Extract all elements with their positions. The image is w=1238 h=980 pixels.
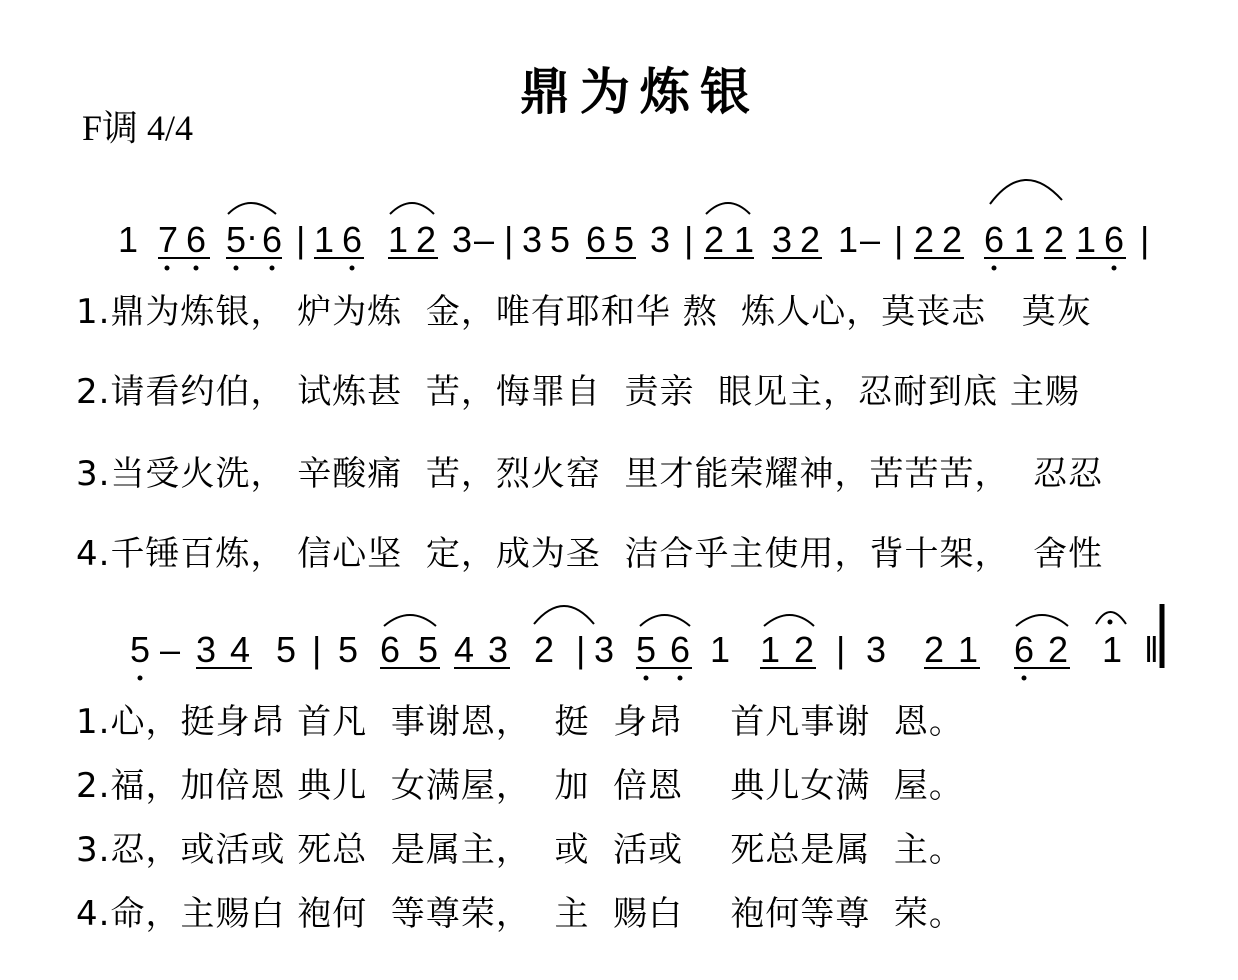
barline: |	[684, 219, 694, 260]
note: 1	[1014, 219, 1035, 260]
octave-dot	[1108, 620, 1113, 625]
note: 6	[1014, 629, 1035, 670]
octave-dot	[678, 676, 683, 681]
note: 1	[760, 629, 781, 670]
slur	[1016, 615, 1068, 626]
verse-4-line-1: 4.千锤百炼， 信心坚 定，成为圣 洁合乎主使用，背十架， 舍性	[76, 534, 1104, 574]
slur	[990, 180, 1062, 204]
octave-dot	[1022, 676, 1027, 681]
slur	[706, 203, 750, 214]
barline: |	[504, 219, 514, 260]
note: 6	[186, 219, 207, 260]
barline: |	[296, 219, 306, 260]
octave-dot	[1112, 266, 1117, 271]
note: 1	[388, 219, 409, 260]
octave-dot	[194, 266, 199, 271]
note: 2	[534, 629, 555, 670]
slur	[640, 615, 690, 626]
octave-dot	[165, 266, 170, 271]
note: 1	[734, 219, 755, 260]
note: 1	[314, 219, 335, 260]
key-signature: F调 4/4	[82, 108, 194, 148]
barline: |	[576, 629, 586, 670]
note: 3	[772, 219, 793, 260]
note: 1	[1076, 219, 1097, 260]
note: 6	[262, 219, 283, 260]
note: 2	[800, 219, 821, 260]
notation-line-2	[130, 604, 1162, 681]
barline: |	[312, 629, 322, 670]
note: 3	[196, 629, 217, 670]
octave-dot	[138, 676, 143, 681]
verse-2-line-1: 2.请看约伯， 试炼甚 苦，悔罪自 责亲 眼见主，忍耐到底 主赐	[76, 372, 1080, 412]
note: 6	[586, 219, 607, 260]
note: 4	[230, 629, 251, 670]
note: 6	[380, 629, 401, 670]
note: 2	[914, 219, 935, 260]
slur	[534, 606, 594, 624]
note: 5	[550, 219, 571, 260]
note: 5	[130, 629, 151, 670]
note: 1	[1102, 629, 1123, 670]
note: 1	[838, 219, 859, 260]
note: 5	[338, 629, 359, 670]
note: 6	[984, 219, 1005, 260]
dot: ·	[246, 215, 258, 256]
note: 3	[452, 219, 473, 260]
barline: |	[894, 219, 904, 260]
verse-3-line-2: 3.忍，或活或 死总 是属主， 或 活或 死总是属 主。	[76, 830, 964, 870]
note: 1	[710, 629, 731, 670]
note: 6	[342, 219, 363, 260]
dash: –	[860, 219, 881, 260]
octave-dot	[270, 266, 275, 271]
note: 7	[158, 219, 179, 260]
verse-1-line-2: 1.心，挺身昂 首凡 事谢恩， 挺 身昂 首凡事谢 恩。	[76, 702, 964, 742]
note: 5	[276, 629, 297, 670]
octave-dot	[992, 266, 997, 271]
note: 1	[118, 219, 139, 260]
note: 5	[418, 629, 439, 670]
song-title: 鼎为炼银	[520, 63, 760, 121]
verse-1-line-1: 1.鼎为炼银， 炉为炼 金，唯有耶和华 熬 炼人心，莫丧志 莫灰	[76, 292, 1092, 332]
note: 4	[454, 629, 475, 670]
octave-dot	[644, 676, 649, 681]
note: 2	[704, 219, 725, 260]
note: 2	[1048, 629, 1069, 670]
octave-dot	[234, 266, 239, 271]
slur	[390, 203, 434, 214]
note: 2	[924, 629, 945, 670]
note: 3	[594, 629, 615, 670]
verse-3-line-1: 3.当受火洗， 辛酸痛 苦，烈火窑 里才能荣耀神，苦苦苦， 忍忍	[76, 454, 1104, 494]
barline: |	[1140, 219, 1150, 260]
note: 3	[522, 219, 543, 260]
note: 6	[670, 629, 691, 670]
verse-4-line-2: 4.命，主赐白 袍何 等尊荣， 主 赐白 袍何等尊 荣。	[76, 894, 964, 934]
final-barline: ‖	[1144, 629, 1159, 670]
notation-line-1	[118, 180, 1149, 271]
note: 6	[1104, 219, 1125, 260]
note: 5	[636, 629, 657, 670]
note: 2	[942, 219, 963, 260]
barline: |	[836, 629, 846, 670]
note: 2	[794, 629, 815, 670]
octave-dot	[350, 266, 355, 271]
note: 3	[650, 219, 671, 260]
note: 3	[488, 629, 509, 670]
note: 2	[416, 219, 437, 260]
note: 1	[958, 629, 979, 670]
verse-2-line-2: 2.福，加倍恩 典儿 女满屋， 加 倍恩 典儿女满 屋。	[76, 766, 964, 806]
slur	[384, 615, 436, 626]
note: 2	[1044, 219, 1065, 260]
dash: –	[474, 219, 495, 260]
note: 3	[866, 629, 887, 670]
slur	[764, 615, 814, 626]
slur	[228, 203, 276, 214]
note: 5	[226, 219, 247, 260]
note: 5	[614, 219, 635, 260]
dash: –	[160, 629, 181, 670]
